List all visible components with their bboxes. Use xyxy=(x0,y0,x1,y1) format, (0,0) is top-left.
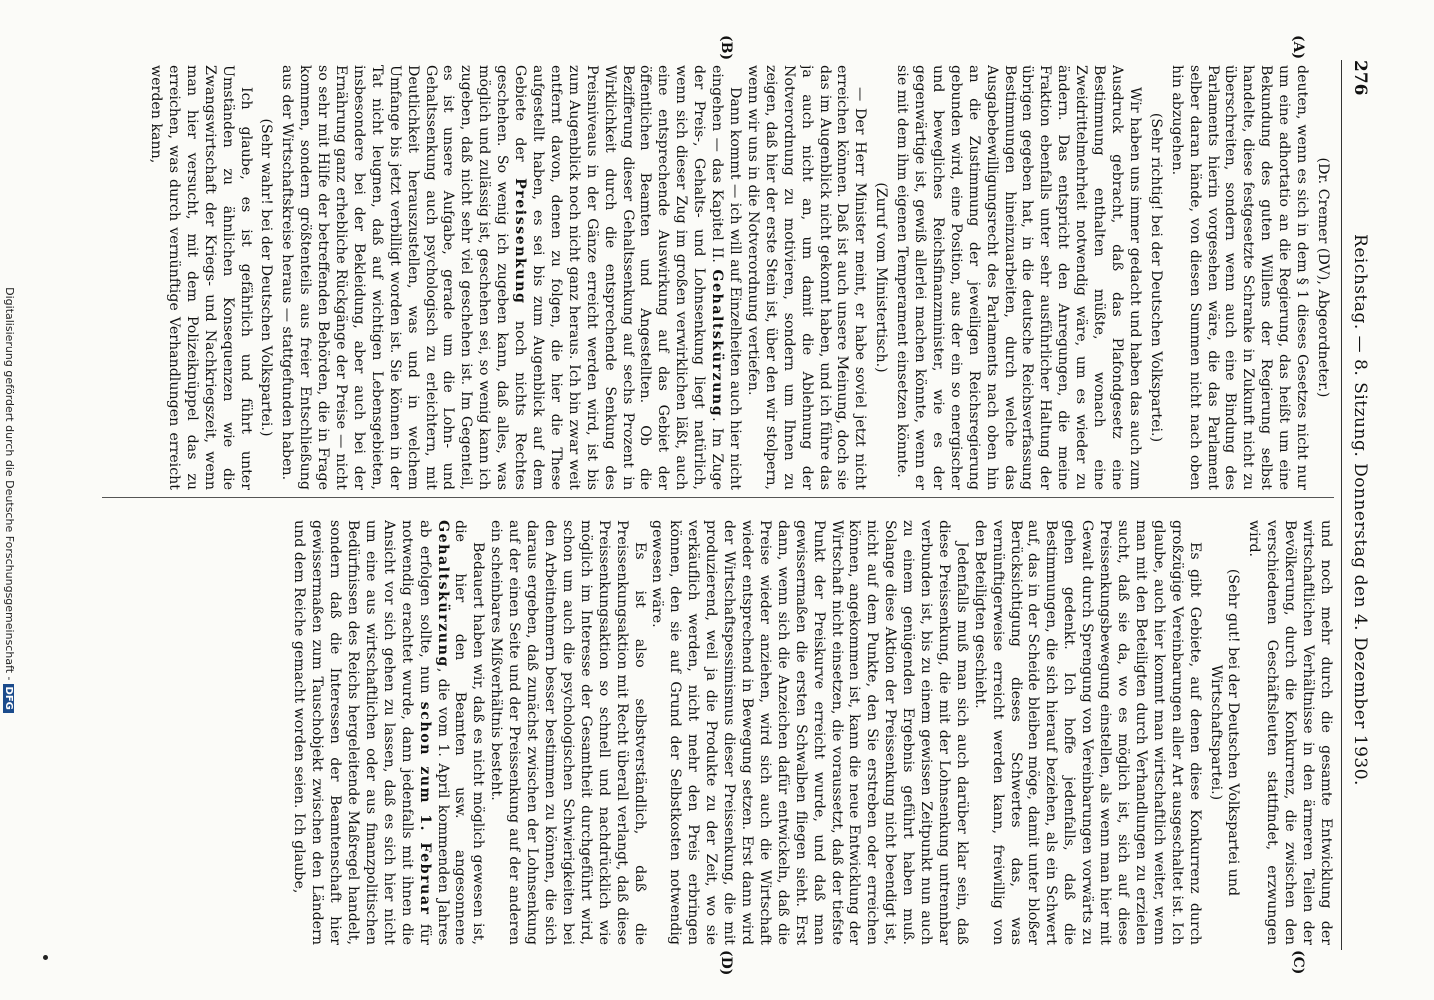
margin-mark-b: (B) xyxy=(718,35,734,61)
paragraph xyxy=(277,65,743,490)
paragraph-text: für notwendig erachtet wurde, dann jedenfalls mit ihnen die Ansicht vor sich gehen zu lassen, daß es sich hier nicht um eine aus wirtschaftlichen oder aus finanzpolitischen Bedürfnissen des Reichs hergeleitende Maßregel handelt, sondern daß die Interessen der Beamtenschaft hier gewissermaßen zum Tauschobjekt zwischen den Ländern und dem Reiche gemacht worden seien. Ich glaube, xyxy=(291,520,433,945)
column-divider xyxy=(102,497,1334,498)
emphasis: Preissenkung xyxy=(512,178,529,305)
emphasis: Gehaltskürzung xyxy=(709,269,726,418)
interjection: (Sehr richtig! bei der Deutschen Volkspartei.) xyxy=(1147,112,1164,443)
paragraph xyxy=(289,520,486,945)
paragraph: Es gibt Gebiete, auf denen diese Konkurrenz durch großzügige Vereinbarungen aller Art ausgeschaltet ist. Ich glaube, auch hier kommt man wirtschaftlich weiter, wenn man mit den Beteiligten durch Verhandlungen zu erzielen sucht, daß sie da, wo es möglich ist, sich auf diese Preissenkungsbewegung einstellen, als wenn man hier mit Gewalt durch Sprengung von Vereinbarungen vorwärts zu gehen gedenkt. Ich hoffe jedenfalls, daß die Bestimmungen, die sich hierauf beziehen, als ein Schwert auf, das in der Scheide bleiben möge, damit unter bloßer Berücksichtigung dieses Schwertes das, was vernünftigerweise erreicht werden kann, freiwillig von den Beteiligten geschieht. xyxy=(971,520,1203,945)
interjection: (Zuruf vom Ministertisch.) xyxy=(873,182,890,373)
emphasis: schon zum 1. Februar xyxy=(416,701,433,916)
paragraph: — Der Herr Minister meint, er habe soviel jetzt nicht erreichen können. Daß ist auch unsere Meinung, doch sie das im Augenblick nicht gekonnt haben, und ich führe das ja auch nicht an, um damit die Ablehnung der Notverordnung zu motivieren, sondern um Ihnen zu zeigen, daß hier der erste Stein ist, über den wir stolpern, wenn wir uns in die Notverordnung vertiefen. xyxy=(744,65,869,490)
page-dot xyxy=(43,955,48,960)
footer-text: Digitalisierung gefördert durch die Deutsche Forschungsgemeinschaft - xyxy=(3,287,16,681)
paragraph: Es ist also selbstverständlich, daß die Preissenkungsaktion mit Recht überall verlangt, daß diese Preissenkungsaktion so schnell und nachdrücklich wie möglich im Interesse der Gesamtheit durchgeführt wird, schon um auch die psychologischen Schwierigkeiten bei den Arbeitnehmern besser bestimmen zu können, die sich daraus ergeben, daß zunächst zwischen der Lohnsenkung auf der einen Seite und der Preissenkung auf der anderen ein scheinbares Mißverhältnis besteht. xyxy=(488,520,648,945)
left-column xyxy=(99,65,1334,490)
paragraph: Jedenfalls muß man sich auch darüber klar sein, daß diese Preissenkung, die mit der Lohnsenkung untrennbar verbunden ist, bis zu einem gewissen Zeitpunkt nun auch zu einem genügenden Ergebnis geführt haben muß. Solange diese Aktion der Preissenkung nicht beendigt ist, nicht auf dem Punkte, den Sie erstreben oder erreichen können, angekommen ist, kann die neue Entwicklung der Wirtschaft nicht einsetzen, die voraussetzt, daß der tiefste Punkt der Preiskurve erreicht wurde, und daß man gewissermaßen die ersten Schwalben fliegen sieht. Erst dann, wenn sich die Anzeichen dafür entwickeln, daß die Preise wieder anziehen, wird sich auch die Wirtschaft wieder entsprechend in Bewegung setzen. Erst dann wird der Wirtschaftspessimismus dieser Preissenkung, die mit produzierend, weil ja die Produkte zu der Zeit, wo sie verkäuflich werden, nicht mehr den Preis erbringen können, den sie auf Grund der Selbstkosten notwendig gewesen wäre. xyxy=(649,520,970,945)
paragraph-text: . Im Zuge der Preis-, Gehalts- und Lohnsenkung liegt natürlich, wenn sich dieser Zug im großen verwirklichen läßt, auch eine entsprechende Auswirkung auf das Gebiet der öffentlichen Beamten und Angestellten. Ob die Bezifferung dieser Gehaltssenkung auf sechs Prozent in Wirklichkeit durch die entsprechende Senkung des Preisniveaus in der Gänze erreicht werden wird, ist bis zum Augenblick noch nicht ganz heraus. Ich bin zwar weit entfernt davon, denen zu folgen, die hier die These aufgestellt haben, es sei bis zum Augenblick auf dem Gebiete der xyxy=(512,65,726,490)
paragraph-text: Dann kommt — ich will auf Einzelheiten auch hier nicht eingehen — das Kapitel II. xyxy=(709,65,743,490)
speaker-line: (Dr. Cremer (DV), Abgeordneter.) xyxy=(1315,157,1331,398)
paragraph: und noch mehr durch die gesamte Entwicklung der wirtschaftlichen Verhältnisse in den ärmeren Teilen der Bevölkerung, durch die Konkurrenz, die zwischen den verschiedenen Geschäftsleuten stattfindet, erzwungen wird. xyxy=(1246,520,1334,945)
emphasis: Gehaltskürzung xyxy=(434,520,451,668)
paragraph: Ich glaube, es ist gefährlich und führt unter Umständen zu ähnlichen Konsequenzen wie die Zwangswirtschaft der Kriegs- und Nachkriegszeit, wenn man hier versucht, mit dem Polizeiknüppel das zu erreichen, was durch vernünftige Verhandlungen erreicht werden kann, xyxy=(148,65,254,490)
paragraph-text: , die vom 1. April kommenden Jahres ab erfolgen sollte, nun xyxy=(416,520,451,945)
paragraph xyxy=(1167,65,1310,490)
paragraph-text: noch nichts Rechtes geschehen. So wenig ich zugeben kann, daß alles, was möglich und zulässig ist, geschehen sei, so wenig kann ich zugeben, daß nicht sehr viel geschehen ist. Im Gegenteil, es ist unsere Aufgabe, gerade um die Lohn- und Gehaltssenkung auch psychologisch zu erleichtern, mit Deutlichkeit herauszustellen, was und in welchem Umfange bis jetzt verbilligt worden ist. Sie können in der Tat nicht leugnen, daß auf wichtigen Lebensgebieten, insbesondere bei der Bekleidung, aber auch bei der Ernährung ganz erhebliche Rückgänge der Preise — nicht so sehr mit Hilfe der betreffenden Behörden, die in Frage kommen, sondern größtenteils aus freier Entschließung aus der Wirtschaftskreise heraus — stattgefunden haben. xyxy=(279,65,529,490)
digitization-footer xyxy=(3,0,16,1000)
margin-mark-c: (C) xyxy=(1290,950,1306,975)
paragraph: Wir haben uns immer gedacht und haben das auch zum Ausdruck gebracht, daß das Plafondgesetz eine Bestimmung enthalten müßte, wonach eine Zweidrittelmehrheit notwendig wäre, um es wieder zu ändern. Das entspricht den Anregungen, die meine Fraktion ebenfalls unter sehr ausführlicher Haltung der übrigen gegeben hat, in die deutsche Reichsverfassung Bestimmungen hineinzuarbeiten, durch welche das Ausgabebewilligungsrecht des Parlaments nach oben hin an die Zustimmung der jeweiligen Reichsregierung gebunden wird, eine Position, aus der ein so energischer und bewegliches Reichsfinanzminister, wie es der gegenwärtige ist, gewiß allerlei machen könnte, wenn er sie mit dem ihm eigenen Temperament einsetzen könnte. xyxy=(894,65,1143,490)
paragraph-text: Bedauert haben wir, daß es nicht möglich gewesen ist, die hier den Beamten usw. angesonnene xyxy=(452,520,487,945)
margin-mark-d: (D) xyxy=(718,950,734,976)
page-number: 276 xyxy=(1350,60,1370,96)
paragraph-text: deuten, wenn es sich in dem § 1 dieses Gesetzes nicht nur um eine adhortatio an die Regierung, das heißt um eine Bekundung des guten Willens der Regierung selbst handelte, diese festgesetzte Schranke in Zukunft nicht zu überschreiten, sondern wenn auch eine Bindung des Parlaments hierin vorgesehen wäre, die das Parlament selber daran hände, von diesen Summen nicht nach oben hin abzugehen. xyxy=(1168,65,1311,490)
running-title: Reichstag. — 8. Sitzung. Donnerstag den 4. Dezember 1930. xyxy=(1350,234,1370,786)
dfg-logo: DFG xyxy=(3,684,14,713)
right-column xyxy=(99,520,1334,945)
interjection: (Sehr wahr! bei der Deutschen Volkspartei.) xyxy=(258,118,275,437)
page-header xyxy=(1344,60,1374,960)
margin-mark-a: (A) xyxy=(1290,35,1306,60)
header-rule xyxy=(1341,60,1342,950)
interjection: (Sehr gut! bei der Deutschen Volkspartei und Wirtschaftspartei.) xyxy=(1207,568,1242,897)
